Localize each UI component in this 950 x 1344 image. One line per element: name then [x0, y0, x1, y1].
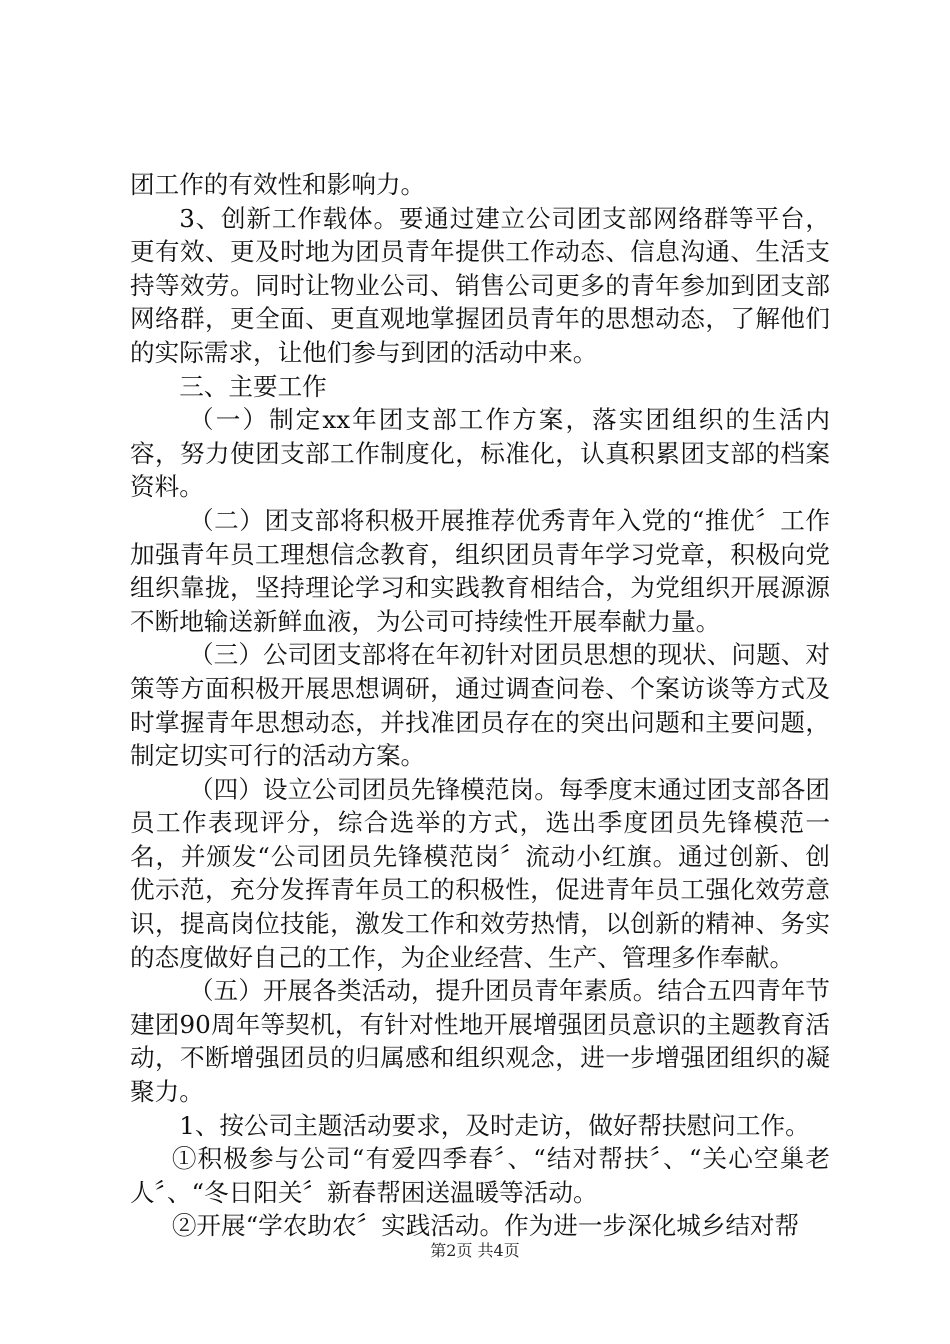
paragraph-section-5: （五）开展各类活动，提升团员青年素质。结合五四青年节建团90周年等契机，有针对性地开展增强团员意识的主题教育活动，不断增强团员的归属感和组织观念，进一步增强团组织的凝聚力。 — [130, 976, 830, 1107]
paragraph-circled-2: ②开展“学农助农〞实践活动。作为进一步深化城乡结对帮 — [171, 1211, 800, 1241]
page-number-footer: 第2页 共4页 — [430, 1241, 520, 1260]
paragraph-circled-1: ①积极参与公司“有爱四季春〞、“结对帮扶〞、“关心空巢老人〞、“冬日阳关〞新春帮困送温暖等活动。 — [130, 1144, 830, 1207]
paragraph-section-2: （二）团支部将积极开展推荐优秀青年入党的“推优〞工作加强青年员工理想信念教育，组织团员青年学习党章，积极向党组织靠拢，坚持理论学习和实践教育相结合，为党组织开展源源不断地输送新鲜血液，为公司可持续性开展奉献力量。 — [130, 505, 830, 636]
document-body — [130, 168, 830, 1243]
paragraph-section-1: （一）制定xx年团支部工作方案，落实团组织的生活内容，努力使团支部工作制度化，标准化，认真积累团支部的档案资料。 — [130, 405, 830, 502]
section-heading-main-work: 三、主要工作 — [179, 371, 327, 401]
paragraph-section-3: （三）公司团支部将在年初针对团员思想的现状、问题、对策等方面积极开展思想调研，通过调查问卷、个案访谈等方式及时掌握青年思想动态，并找准团员存在的突出问题和主要问题，制定切实可行的活动方案。 — [130, 640, 830, 771]
paragraph-continuation: 团工作的有效性和影响力。 — [130, 170, 426, 199]
paragraph-subitem-1: 1、按公司主题活动要求，及时走访，做好帮扶慰问工作。 — [179, 1110, 810, 1140]
paragraph-section-4: （四）设立公司团员先锋模范岗。每季度末通过团支部各团员工作表现评分，综合选举的方式，选出季度团员先锋模范一名，并颁发“公司团员先锋模范岗〞流动小红旗。通过创新、创优示范，充分发挥青年员工的积极性，促进青年员工强化效劳意识，提高岗位技能，激发工作和效劳热情，以创新的精神、务实的态度做好自己的工作，为企业经营、生产、管理多作奉献。 — [130, 774, 830, 972]
paragraph-item-3: 3、创新工作载体。要通过建立公司团支部网络群等平台，更有效、更及时地为团员青年提供工作动态、信息沟通、生活支持等效劳。同时让物业公司、销售公司更多的青年参加到团支部网络群，更全面、更直观地掌握团员青年的思想动态，了解他们的实际需求，让他们参与到团的活动中来。 — [130, 203, 830, 367]
